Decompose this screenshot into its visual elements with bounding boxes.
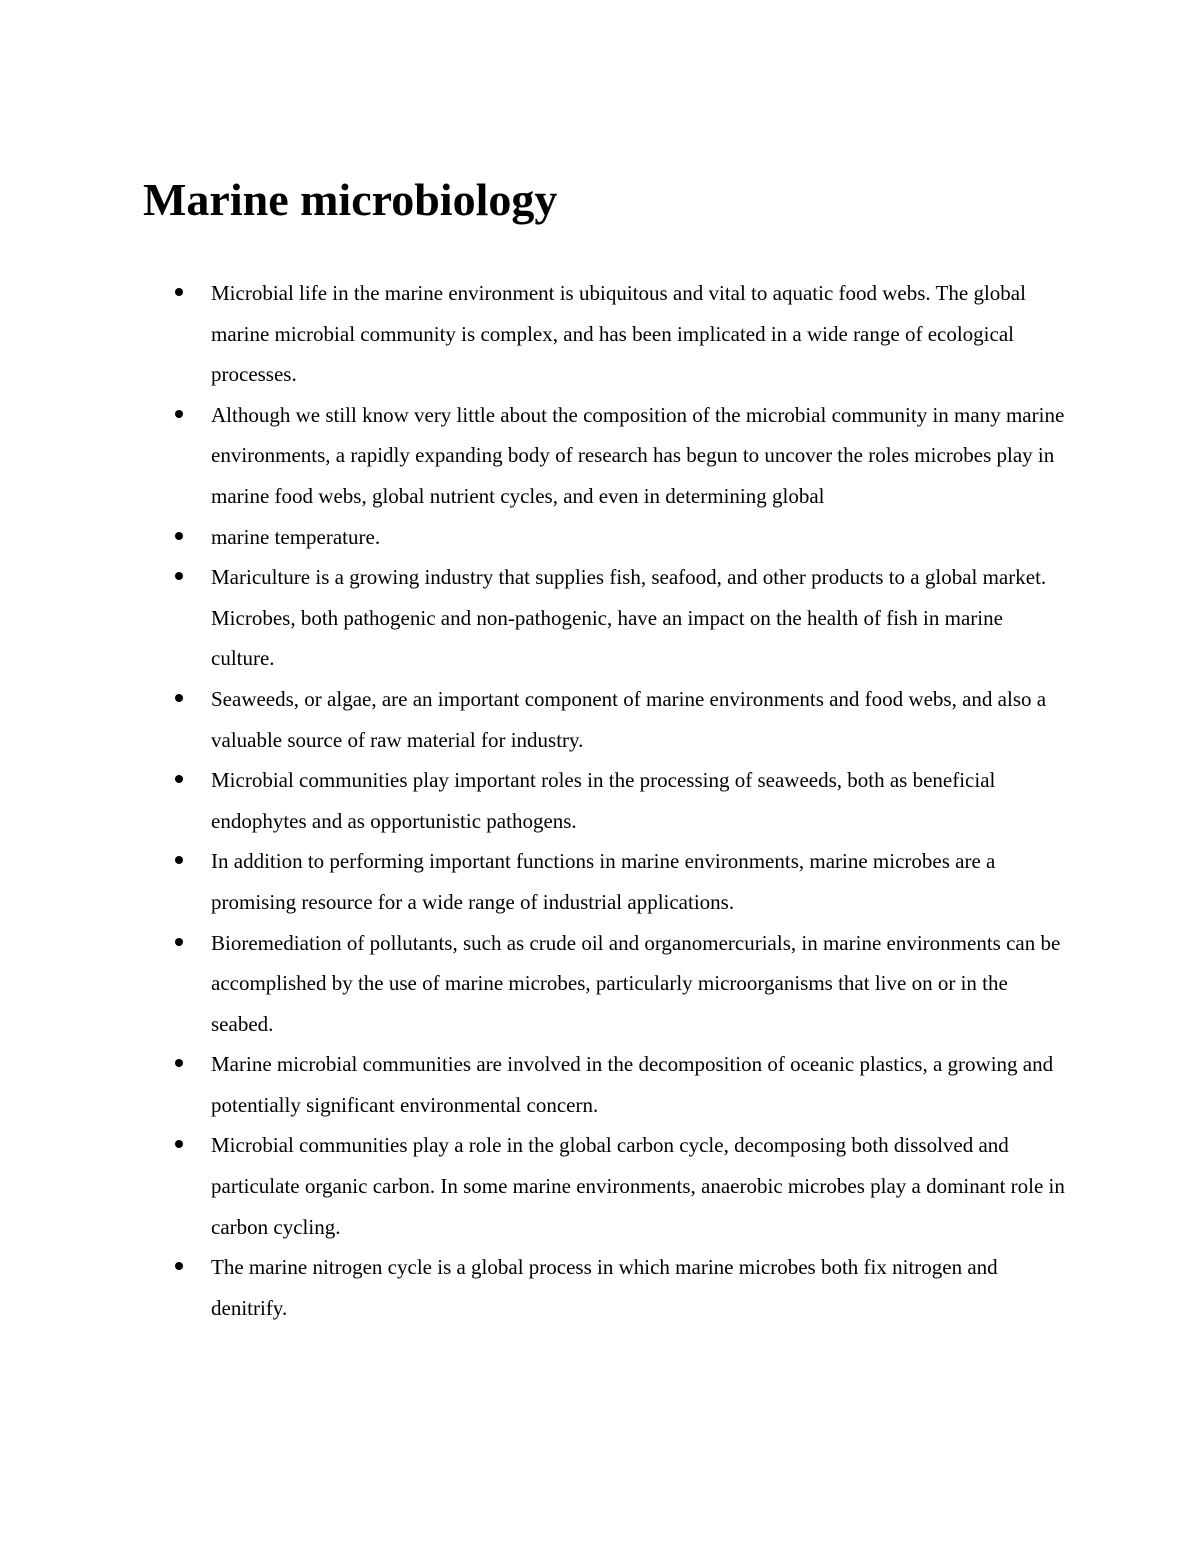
list-item [211, 273, 1071, 395]
bullet-icon [175, 572, 183, 580]
page-title: Marine microbiology [143, 174, 558, 225]
bullet-icon [175, 1140, 183, 1148]
bullet-text: The marine nitrogen cycle is a global process in which marine microbes both fix nitrogen and denitrify. [211, 1255, 998, 1320]
bullet-icon [175, 532, 183, 540]
bullet-icon [175, 856, 183, 864]
bullet-icon [175, 1262, 183, 1270]
bullet-icon [175, 938, 183, 946]
bullet-icon [175, 1059, 183, 1067]
bullet-text: Marine microbial communities are involved in the decomposition of oceanic plastics, a growing and potentially significant environmental concern. [211, 1052, 1054, 1117]
list-item [211, 679, 1071, 760]
bullet-icon [175, 410, 183, 418]
list-item [211, 557, 1071, 679]
bullet-text: Microbial communities play a role in the global carbon cycle, decomposing both dissolved and particulate organic carbon. In some marine environments, anaerobic microbes play a dominant role in carbon cycling. [211, 1133, 1065, 1239]
list-item [211, 1125, 1071, 1247]
bullet-text: marine temperature. [211, 524, 381, 549]
bullet-text: Microbial life in the marine environment is ubiquitous and vital to aquatic food webs. The global marine microbial community is complex, and has been implicated in a wide range of ecological processes. [211, 281, 1026, 387]
list-item [211, 395, 1071, 517]
bullet-text: Although we still know very little about the composition of the microbial community in many marine environments, a rapidly expanding body of research has begun to uncover the roles microbes play in marine food webs, global nutrient cycles, and even in determining global [211, 402, 1065, 508]
bullet-text: In addition to performing important functions in marine environments, marine microbes are a promising resource for a wide range of industrial applications. [211, 849, 996, 914]
bullet-list [211, 273, 1071, 1328]
bullet-icon [175, 694, 183, 702]
list-item [211, 1044, 1071, 1125]
bullet-text: Bioremediation of pollutants, such as crude oil and organomercurials, in marine environments can be accomplished by the use of marine microbes, particularly microorganisms that live on or in the seabed. [211, 930, 1061, 1036]
bullet-text: Mariculture is a growing industry that supplies fish, seafood, and other products to a global market. Microbes, both pathogenic and non-pathogenic, have an impact on the health of fish in marine culture. [211, 565, 1047, 671]
list-item [211, 760, 1071, 841]
bullet-text: Seaweeds, or algae, are an important component of marine environments and food webs, and also a valuable source of raw material for industry. [211, 686, 1047, 752]
list-item [211, 517, 1071, 558]
list-item [211, 1247, 1071, 1328]
bullet-icon [175, 288, 183, 296]
list-item [211, 841, 1071, 922]
bullet-text: Microbial communities play important roles in the processing of seaweeds, both as beneficial endophytes and as opportunistic pathogens. [211, 768, 996, 833]
bullet-icon [175, 775, 183, 783]
list-item [211, 923, 1071, 1045]
